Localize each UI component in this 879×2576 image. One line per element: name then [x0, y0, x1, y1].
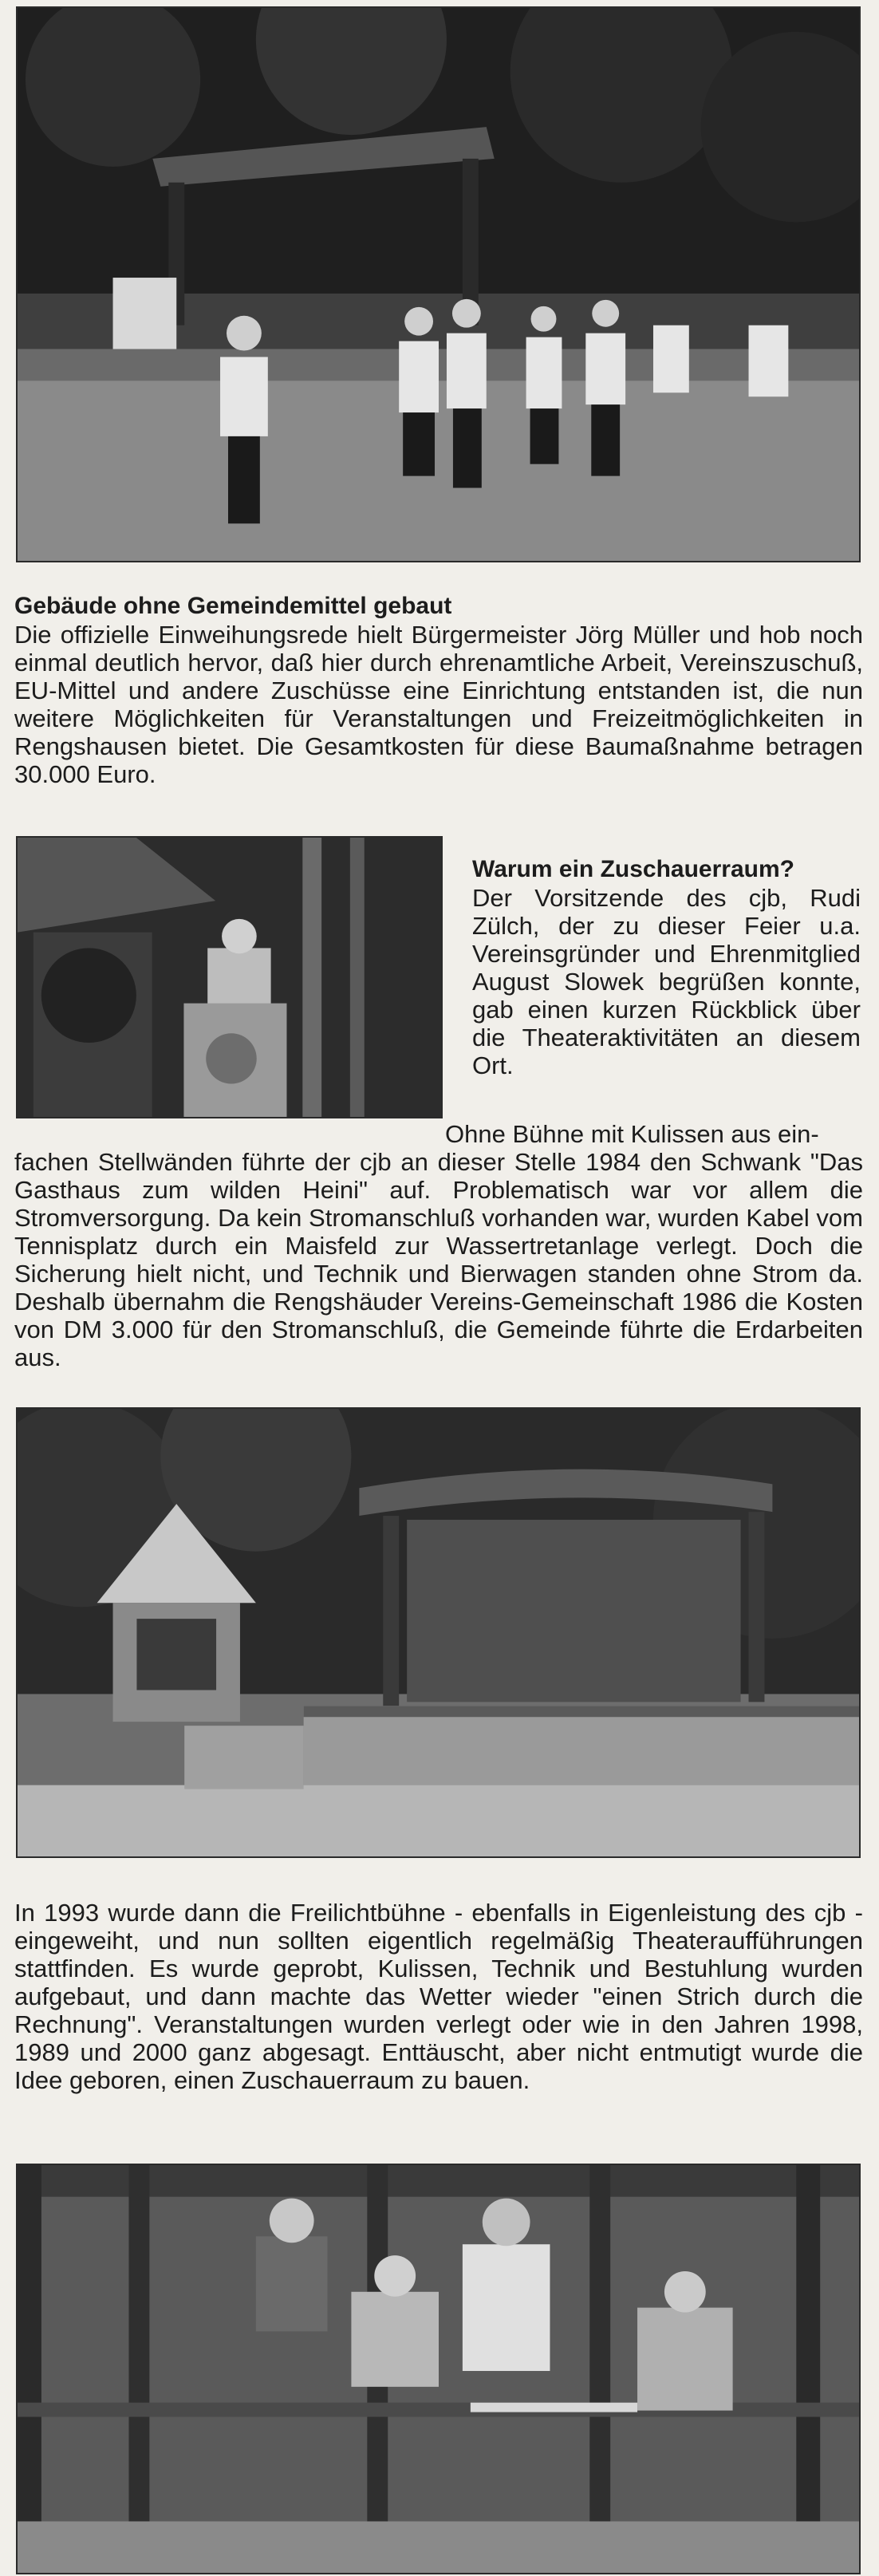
section3-text [14, 1899, 863, 2094]
section1-text [14, 592, 863, 788]
section2-continuation [14, 1120, 863, 1371]
paragraph: fachen Stellwänden führte der cjb an dieser Stelle 1984 den Schwank "Das Gasthaus zum wilden Heini" auf. Problematisch war vor allem die Stromversorgung. Da kein Stromanschluß vorhanden war, wurden Kabel vom Tennisplatz durch ein Maisfeld zur Wassertretanlage verlegt. Doch die Sicherung hielt nicht, und Technik und Bierwagen standen ohne Strom da. Deshalb übernahm die Rengshäuder Vereins-Gemeinschaft 1986 die Kosten von DM 3.000 für den Stromanschluß, die Gemeinde führte die Erdarbeiten aus. [14, 1148, 863, 1371]
section2-lead [472, 855, 861, 1079]
dancers-at-stage-photo [16, 6, 861, 562]
paragraph: Der Vorsitzende des cjb, Rudi Zülch, der zu dieser Feier u.a. Vereinsgründer und Ehrenmitglied August Slowek begrüßen konnte, gab einen kurzen Rückblick über die Theateraktivitäten an diesem Ort. [472, 884, 861, 1079]
paragraph-first-line: Ohne Bühne mit Kulissen aus ein- [445, 1120, 819, 1148]
speaker-at-podium-photo [16, 836, 443, 1118]
section-heading: Warum ein Zuschauerraum? [472, 856, 794, 882]
open-air-stage-photo [16, 1407, 861, 1858]
paragraph: In 1993 wurde dann die Freilichtbühne - ebenfalls in Eigenleistung des cjb - eingeweiht, und nun sollten eigentlich regelmäßig Theateraufführungen stattfinden. Es wurde geprobt, Kulissen, Technik und Bestuhlung wurden aufgebaut, und dann machte das Wetter wieder "einen Strich durch die Rechnung". Veranstaltungen wurden verlegt oder wie in den Jahren 1998, 1989 und 2000 ganz abgesagt. Enttäuscht, aber nicht entmutigt wurde die Idee geboren, einen Zuschauerraum zu bauen. [14, 1899, 863, 2094]
section-heading: Gebäude ohne Gemeindemittel gebaut [14, 593, 452, 619]
paragraph: Die offizielle Einweihungsrede hielt Bürgermeister Jörg Müller und hob noch einmal deutlich hervor, daß hier durch ehrenamtliche Arbeit, Vereinszuschuß, EU-Mittel und andere Zuschüsse eine Einrichtung entstanden ist, die nun weitere Möglichkeiten für Veranstaltungen und Freizeitmöglichkeiten in Rengshausen bietet. Die Gesamtkosten für diese Baumaßnahme betragen 30.000 Euro. [14, 621, 863, 788]
family-under-roof-photo [16, 2164, 861, 2574]
